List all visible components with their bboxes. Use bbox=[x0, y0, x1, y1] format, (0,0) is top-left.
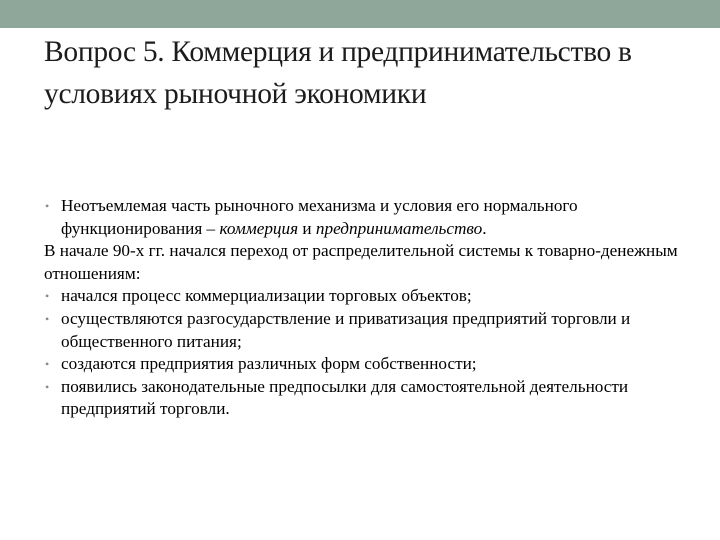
list-item bbox=[44, 308, 694, 353]
slide-body bbox=[44, 195, 694, 421]
paragraph bbox=[44, 240, 694, 285]
list-item-text: начался процесс коммерциализации торговых объектов; bbox=[61, 286, 472, 306]
bullet-icon: • bbox=[45, 357, 50, 372]
bullet-icon: • bbox=[45, 311, 50, 326]
list-item-text: создаются предприятия различных форм собственности; bbox=[61, 354, 477, 374]
list-item-text: осуществляются разгосударствление и приватизация предприятий торговли и общественного питания; bbox=[61, 308, 631, 351]
period-text: . bbox=[482, 218, 487, 238]
list-item bbox=[44, 195, 694, 240]
bullet-icon: • bbox=[45, 289, 50, 304]
list-item bbox=[44, 285, 694, 308]
bullet-icon: • bbox=[45, 199, 50, 213]
slide-title: Вопрос 5. Коммерция и предпринимательство в условиях рыночной экономики bbox=[44, 36, 632, 110]
term-commerce: коммерция bbox=[219, 218, 299, 238]
conjunction-text: и bbox=[298, 218, 316, 238]
list-item bbox=[44, 376, 694, 421]
term-entrepreneurship: предпринимательство bbox=[315, 218, 483, 238]
list-item bbox=[44, 353, 694, 376]
paragraph-text: В начале 90-х гг. начался переход от распределительной системы к товарно-денежным отношениям: bbox=[44, 241, 678, 283]
bullet-icon: • bbox=[45, 379, 50, 394]
list-item-text: появились законодательные предпосылки для самостоятельной деятельности предприятий торговли. bbox=[61, 376, 629, 419]
paragraph-text: Неотъемлемая часть рыночного механизма и условия его нормального функционирования – bbox=[61, 196, 578, 238]
top-accent-band bbox=[0, 0, 720, 28]
